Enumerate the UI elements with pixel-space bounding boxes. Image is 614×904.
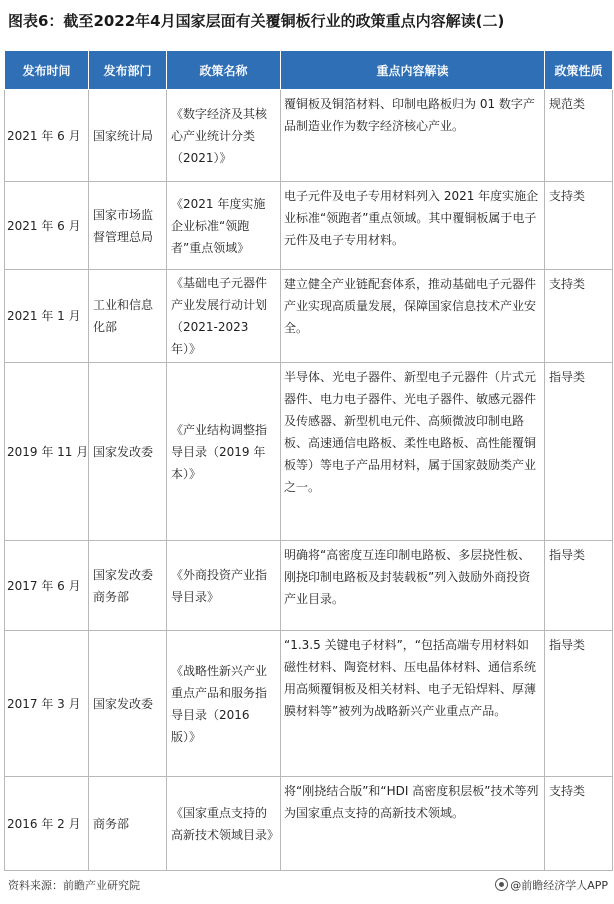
cell-nature: 规范类: [545, 90, 613, 182]
qianzhan-logo-icon: [495, 878, 508, 891]
cell-date: 2021 年 6 月: [5, 182, 89, 270]
cell-nature: 支持类: [545, 270, 613, 363]
cell-dept: 工业和信息化部: [89, 270, 167, 363]
header-name: 政策名称: [167, 51, 281, 90]
cell-date: 2019 年 11 月: [5, 363, 89, 541]
policy-table: [4, 50, 613, 871]
cell-policy-name: 《国家重点支持的高新技术领域目录》: [167, 777, 281, 871]
cell-content: 明确将“高密度互连印制电路板、多层挠性板、刚挠印制电路板及封装载板”列入鼓励外商投资产业目录。: [281, 541, 545, 631]
table-header-row: [5, 51, 613, 90]
cell-date: 2021 年 1 月: [5, 270, 89, 363]
table-row: [5, 777, 613, 871]
table-row: [5, 363, 613, 541]
table-row: [5, 541, 613, 631]
cell-content: “1.3.5 关键电子材料”，“包括高端专用材料如磁性材料、陶瓷材料、压电晶体材料、通信系统用高频覆铜板及相关材料、电子无铅焊料、厚薄膜材料等”被列为战略新兴产业重点产品。: [281, 631, 545, 777]
brand-label: @前瞻经济学人APP: [510, 879, 608, 892]
header-content: 重点内容解读: [281, 51, 545, 90]
cell-dept: 国家统计局: [89, 90, 167, 182]
cell-nature: 支持类: [545, 777, 613, 871]
cell-nature: 指导类: [545, 363, 613, 541]
cell-content: 半导体、光电子器件、新型电子元器件（片式元器件、电力电子器件、光电子器件、敏感元器件及传感器、新型机电元件、高频微波印制电路板、高速通信电路板、柔性电路板、高性能覆铜板等）等电子产品用材料，属于国家鼓励类产业之一。: [281, 363, 545, 541]
cell-date: 2017 年 6 月: [5, 541, 89, 631]
header-nature: 政策性质: [545, 51, 613, 90]
cell-content: 覆铜板及铜箔材料、印制电路板归为 01 数字产品制造业作为数字经济核心产业。: [281, 90, 545, 182]
cell-date: 2016 年 2 月: [5, 777, 89, 871]
cell-dept: 国家发改委商务部: [89, 541, 167, 631]
source-note: 资料来源：前瞻产业研究院: [8, 879, 140, 892]
footer: [8, 877, 608, 895]
cell-date: 2021 年 6 月: [5, 90, 89, 182]
cell-date: 2017 年 3 月: [5, 631, 89, 777]
page-title: 图表6：截至2022年4月国家层面有关覆铜板行业的政策重点内容解读(二): [8, 12, 505, 30]
cell-policy-name: 《战略性新兴产业重点产品和服务指导目录（2016 版）》: [167, 631, 281, 777]
cell-policy-name: 《产业结构调整指导目录（2019 年本）》: [167, 363, 281, 541]
cell-content: 建立健全产业链配套体系，推动基础电子元器件产业实现高质量发展，保障国家信息技术产业安全。: [281, 270, 545, 363]
brand-credit: [495, 877, 608, 893]
cell-dept: 商务部: [89, 777, 167, 871]
cell-dept: 国家发改委: [89, 631, 167, 777]
header-dept: 发布部门: [89, 51, 167, 90]
cell-policy-name: 《基础电子元器件产业发展行动计划（2021-2023 年）》: [167, 270, 281, 363]
table-row: [5, 270, 613, 363]
cell-policy-name: 《外商投资产业指导目录》: [167, 541, 281, 631]
table-row: [5, 631, 613, 777]
cell-content: 将“刚挠结合版”和“HDI 高密度积层板”技术等列为国家重点支持的高新技术领域。: [281, 777, 545, 871]
cell-nature: 支持类: [545, 182, 613, 270]
cell-policy-name: 《2021 年度实施企业标准“领跑者”重点领域》: [167, 182, 281, 270]
cell-nature: 指导类: [545, 541, 613, 631]
table-row: [5, 90, 613, 182]
cell-nature: 指导类: [545, 631, 613, 777]
cell-dept: 国家发改委: [89, 363, 167, 541]
header-date: 发布时间: [5, 51, 89, 90]
cell-dept: 国家市场监督管理总局: [89, 182, 167, 270]
cell-policy-name: 《数字经济及其核心产业统计分类（2021）》: [167, 90, 281, 182]
table-row: [5, 182, 613, 270]
cell-content: 电子元件及电子专用材料列入 2021 年度实施企业标准“领跑者”重点领域。其中覆铜板属于电子元件及电子专用材料。: [281, 182, 545, 270]
